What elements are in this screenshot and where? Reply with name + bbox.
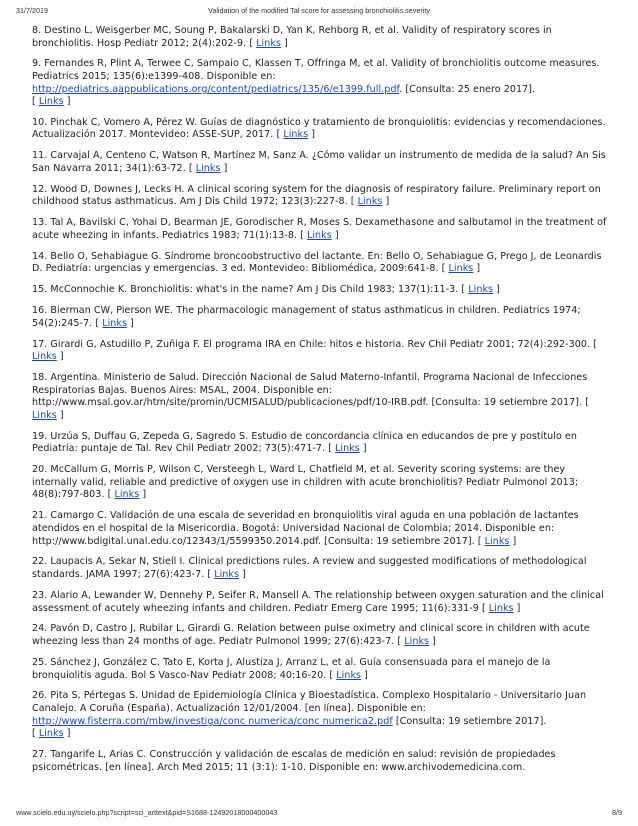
reference-27 (32, 749, 612, 774)
reference-text: 14. Bello O, Sehabiague G. Síndrome broncoobstructivo del lactante. En: Bello O, Sehabiague G, Prego J, de Leonardis D. Pediatría: urgencias y emergencias. 3 ed. Montevideo: Bibliomédica, 2009:641-8. [ (32, 250, 602, 275)
reference-text: 12. Wood D, Downes J, Lecks H. A clinical scoring system for the diagnosis of respiratory failure. Preliminary report on childhood status asthmaticus. Am J Dis Child 1972; 123(3):227-8. [ (32, 183, 601, 208)
page-number: 8/9 (612, 808, 622, 817)
reference-text: [Consulta: 19 setiembre 2017]. (392, 715, 547, 727)
reference-text: 20. McCallum G, Morris P, Wilson C, Versteegh L, Ward L, Chatfield M, et al. Severity scoring systems: are they internally valid, reliable and predictive of oxygen use in children with acute bronchiolitis? Pediatr Pulmonol 2013; 48(8):797-803. [ (32, 464, 579, 501)
reference-link[interactable]: Links (336, 669, 362, 681)
reference-text: 17. Girardi G, Astudillo P, Zuñiga F. El programa IRA en Chile: hitos e historia. Rev Chil Pediatr 2001; 72(4):292-300. [ (32, 338, 597, 350)
reference-link[interactable]: Links (38, 728, 64, 740)
reference-link[interactable]: Links (335, 443, 360, 455)
reference-text: 19. Urzúa S, Duffau G, Zepeda G, Sagredo S. Estudio de concordancia clínica en educandos de pre y postítulo en Pediatría: puntaje de Tal. Rev Chil Pediatr 2002; 73(5):471-7. [ (32, 430, 577, 455)
reference-8: 8. Destino L, Weisgerber MC, Soung P, Bakalarski D, Yan K, Rehborg R, et al. Validity of respiratory scores in bronchiolitis. Hosp Pediatr 2012; 2(4):202-9. [ Links ] (32, 25, 552, 49)
print-header (16, 6, 622, 18)
reference-link[interactable]: Links (102, 317, 127, 329)
reference-text: 9. Fernandes R, Plint A, Terwee C, Sampaio C, Klassen T, Offringa M, et al. Validity of bronchiolitis outcome measures. Pediatrics 2015; 135(6):e1399-408. Disponible en: (32, 58, 600, 83)
reference-text: 27. Tangarife L, Arias C. Construcción y validación de escalas de medición en salud: revisión de propiedades psicométricas. [en línea]. Arch Med 2015; 11 (3:1): 1-10. Disponible en: www.archivodemedicina.com. (32, 749, 556, 773)
reference-text: 16. Bierman CW, Pierson WE. The pharmacologic management of status asthmaticus in children. Pediatrics 1974; 54(2):245-7. [ (32, 305, 581, 329)
reference-22: 22. Laupacis A, Sekar N, Stiell I. Clinical predictions rules. A review and suggested modifications of methodological standards. JAMA 1997; 27(6):423-7. [ Links ] (32, 556, 587, 581)
reference-link[interactable]: Links (468, 284, 494, 296)
reference-19: 19. Urzúa S, Duffau G, Zepeda G, Sagredo S. Estudio de concordancia clínica en educandos de pre y postítulo en Pediatría: puntaje de Tal. Rev Chil Pediatr 2002; 73(5):471-7. [ Links ] (32, 430, 577, 455)
reference-link[interactable]: Links (484, 535, 510, 547)
reference-13: 13. Tal A, Bavilski C, Yohai D, Bearman JE, Gorodischer R, Moses S. Dexamethasone and salbutamol in the treatment of acute wheezing in infants. Pediatrics 1983; 71(1):13-8. [ Links ] (32, 217, 607, 241)
reference-18: 18. Argentina. Ministerio de Salud. Dirección Nacional de Salud Materno-Infantil. Programa Nacional de Infecciones Respiratorias Bajas. Buenos Aires: MSAL, 2004. Disponible en: http://www.msal.gov.ar/htm/site/promin/UCMISALUD/publicaciones/pdf/10-IRB.pdf. [Consulta: 19 setiembre 2017]. [ Links ] (32, 372, 590, 421)
reference-url[interactable]: http://www.fisterra.com/mbw/investiga/conc numerica/conc numerica2.pdf (32, 715, 393, 727)
reference-link[interactable]: Links (357, 196, 383, 208)
print-url: www.scielo.edu.uy/scielo.php?script=sci_arttext&pid=S1688-12492018000400043 (16, 808, 278, 817)
reference-text: 13. Tal A, Bavilski C, Yohai D, Bearman JE, Gorodischer R, Moses S. Dexamethasone and salbutamol in the treatment of acute wheezing in infants. Pediatrics 1983; 71(1):13-8. [ (32, 217, 607, 241)
reference-24: 24. Pavón D, Castro J, Rubilar L, Girardi G. Relation between pulse oximetry and clinical score in children with acute wheezing less than 24 months of age. Pediatr Pulmonol 1999; 27(6):423-7. [ Links ] (32, 623, 590, 648)
reference-link[interactable]: Links (488, 602, 514, 614)
reference-10: 10. Pinchak C, Vomero A, Pérez W. Guías de diagnóstico y tratamiento de bronquiolitis: evidencias y recomendaciones. Actualización 2017. Montevideo: ASSE-SUP, 2017. [ Links ] (32, 116, 606, 141)
reference-11: 11. Carvajal A, Centeno C, Watson R, Martínez M, Sanz A. ¿Cómo validar un instrumento de medida de la salud? An Sis San Navarra 2011; 34(1):63-72. [ Links ] (32, 150, 606, 174)
print-date: 31/7/2019 (16, 6, 48, 15)
reference-text: 18. Argentina. Ministerio de Salud. Dirección Nacional de Salud Materno-Infantil. Programa Nacional de Infecciones Respiratorias Bajas. Buenos Aires: MSAL, 2004. Disponible en: http://www.msal.gov.ar/htm/site/promin/UCMISALUD/publicaciones/pdf/10-IRB.pdf. [Consulta: 19 setiembre 2017]. [ (32, 372, 590, 409)
reference-15: 15. McConnochie K. Bronchiolitis: what's in the name? Am J Dis Child 1983; 137(1):11-3. [ Links ] (32, 284, 500, 296)
reference-text: 15. McConnochie K. Bronchiolitis: what's in the name? Am J Dis Child 1983; 137(1):11-3. [ (32, 284, 466, 296)
reference-link[interactable]: Links (306, 229, 332, 241)
reference-17: 17. Girardi G, Astudillo P, Zuñiga F. El programa IRA en Chile: hitos e historia. Rev Chil Pediatr 2001; 72(4):292-300. [ Links ] (32, 338, 597, 363)
reference-link[interactable]: Links (448, 263, 474, 275)
reference-26: 26. Pita S, Pértegas S. Unidad de Epidemiología Clínica y Bioestadística. Complexo Hospitalario - Universitario Juan Canalejo. A Coruña (España). Actualización 12/01/2004. [en línea]. Disponible en: http://www.fisterra.com/mbw/investiga/conc numerica/conc numerica2.pdf [Consulta: 19 setiembre 2017]. [ Links ] (32, 690, 587, 740)
reference-text: 22. Laupacis A, Sekar N, Stiell I. Clinical predictions rules. A review and suggested modifications of methodological standards. JAMA 1997; 27(6):423-7. [ (32, 556, 587, 581)
reference-text: 21. Camargo C. Validación de una escala de severidad en bronquiolitis viral aguda en una población de lactantes atendidos en el hospital de la Misericordia. Bogotá: Universidad Nacional de Colombia; 2014. Disponible en: http://www.bdigital.unal.edu.co/12343/1/5599350.2014.pdf. [Consulta: 19 setiembre 2017]. [ (32, 510, 579, 547)
reference-link[interactable]: Links (214, 569, 240, 581)
reference-25: 25. Sánchez J, González C, Tato E, Korta J, Alustiza J, Arranz L, et al. Guía consensuada para el manejo de la bronquiolitis aguda. Bol S Vasco-Nav Pediatr 2008; 40:16-20. [ Links ] (32, 656, 551, 681)
reference-link[interactable]: Links (32, 351, 57, 363)
reference-link[interactable]: Links (404, 636, 430, 648)
reference-list (32, 25, 612, 783)
reference-text: 23. Alario A, Lewander W, Dennehy P, Seifer R, Mansell A. The relationship between oxygen saturation and the clinical assessment of acutely wheezing infants and children. Pediatr Emerg Care 1995; 11(6):331-9 [ (32, 589, 604, 614)
reference-text: . [Consulta: 25 enero 2017]. (399, 83, 536, 95)
reference-link[interactable]: Links (114, 489, 140, 501)
reference-14: 14. Bello O, Sehabiague G. Síndrome broncoobstructivo del lactante. En: Bello O, Sehabiague G, Prego J, de Leonardis D. Pediatría: urgencias y emergencias. 3 ed. Montevideo: Bibliomédica, 2009:641-8. [ Links ] (32, 250, 602, 275)
reference-text: 11. Carvajal A, Centeno C, Watson R, Martínez M, Sanz A. ¿Cómo validar un instrumento de medida de la salud? An Sis San Navarra 2011; 34(1):63-72. [ (32, 150, 606, 174)
reference-link[interactable]: Links (32, 409, 57, 421)
reference-url[interactable]: http://pediatrics.aappublications.org/content/pediatrics/135/6/e1399.full.pdf (32, 83, 400, 95)
reference-text: 8. Destino L, Weisgerber MC, Soung P, Bakalarski D, Yan K, Rehborg R, et al. Validity of respiratory scores in bronchiolitis. Hosp Pediatr 2012; 2(4):202-9. [ (32, 25, 552, 49)
reference-link[interactable]: Links (38, 96, 64, 108)
reference-21: 21. Camargo C. Validación de una escala de severidad en bronquiolitis viral aguda en una población de lactantes atendidos en el hospital de la Misericordia. Bogotá: Universidad Nacional de Colombia; 2014. Disponible en: http://www.bdigital.unal.edu.co/12343/1/5599350.2014.pdf. [Consulta: 19 setiembre 2017]. [ Links ] (32, 510, 579, 547)
reference-text: 25. Sánchez J, González C, Tato E, Korta J, Alustiza J, Arranz L, et al. Guía consensuada para el manejo de la bronquiolitis aguda. Bol S Vasco-Nav Pediatr 2008; 40:16-20. [ (32, 656, 551, 681)
reference-link[interactable]: Links (283, 129, 309, 141)
reference-text: 26. Pita S, Pértegas S. Unidad de Epidemiología Clínica y Bioestadística. Complexo Hospitalario - Universitario Juan Canalejo. A Coruña (España). Actualización 12/01/2004. [en línea]. Disponible en: (32, 690, 587, 714)
reference-9: 9. Fernandes R, Plint A, Terwee C, Sampaio C, Klassen T, Offringa M, et al. Validity of bronchiolitis outcome measures. Pediatrics 2015; 135(6):e1399-408. Disponible en: http://pediatrics.aappublications.org/content/pediatrics/135/6/e1399.full.pdf. [Consulta: 25 enero 2017]. [ Links ] (32, 58, 600, 108)
reference-23: 23. Alario A, Lewander W, Dennehy P, Seifer R, Mansell A. The relationship between oxygen saturation and the clinical assessment of acutely wheezing infants and children. Pediatr Emerg Care 1995; 11(6):331-9 [ Links ] (32, 589, 604, 614)
reference-16: 16. Bierman CW, Pierson WE. The pharmacologic management of status asthmaticus in children. Pediatrics 1974; 54(2):245-7. [ Links ] (32, 305, 581, 329)
reference-link[interactable]: Links (195, 162, 221, 174)
reference-text: 10. Pinchak C, Vomero A, Pérez W. Guías de diagnóstico y tratamiento de bronquiolitis: evidencias y recomendaciones. Actualización 2017. Montevideo: ASSE-SUP, 2017. [ (32, 116, 606, 141)
reference-20: 20. McCallum G, Morris P, Wilson C, Versteegh L, Ward L, Chatfield M, et al. Severity scoring systems: are they internally valid, reliable and predictive of oxygen use in children with acute bronchiolitis? Pediatr Pulmonol 2013; 48(8):797-803. [ Links ] (32, 464, 579, 501)
print-title: Validation of the modified Tal score for assessing bronchiolitis severity (208, 6, 430, 15)
reference-12: 12. Wood D, Downes J, Lecks H. A clinical scoring system for the diagnosis of respiratory failure. Preliminary report on childhood status asthmaticus. Am J Dis Child 1972; 123(3):227-8. [ Links ] (32, 183, 601, 208)
reference-link[interactable]: Links (256, 37, 281, 49)
print-footer (16, 808, 622, 820)
reference-text: 24. Pavón D, Castro J, Rubilar L, Girardi G. Relation between pulse oximetry and clinical score in children with acute wheezing less than 24 months of age. Pediatr Pulmonol 1999; 27(6):423-7. [ (32, 623, 590, 648)
